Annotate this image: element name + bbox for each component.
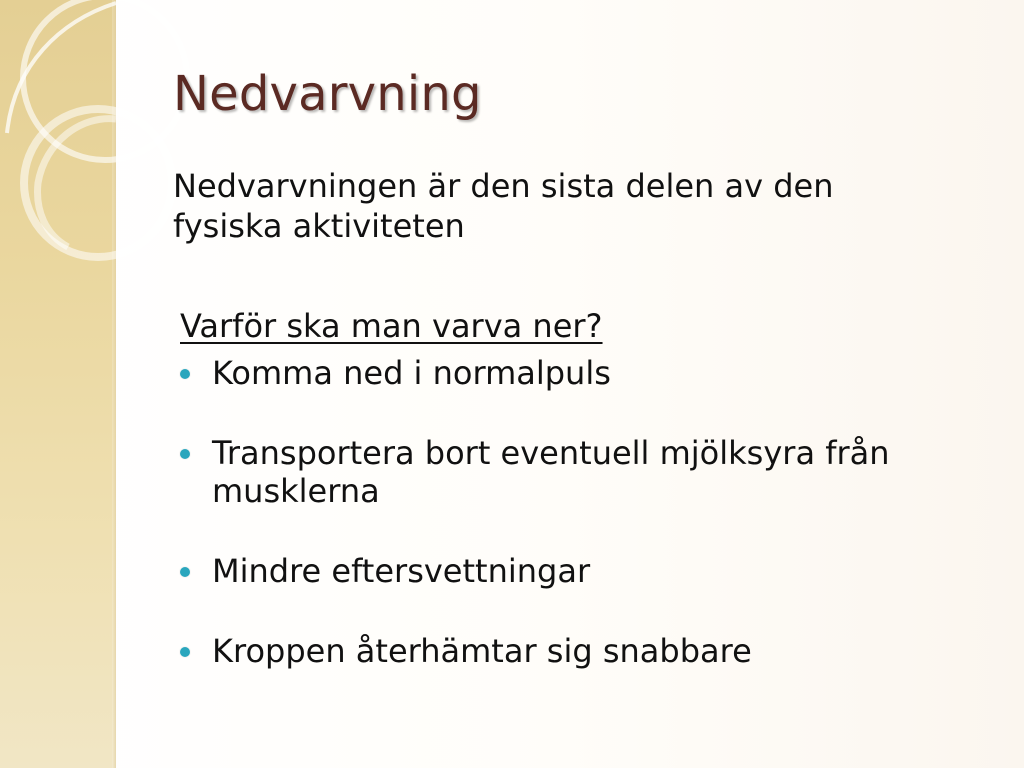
slide-title: Nedvarvning xyxy=(173,66,482,122)
bullet-list xyxy=(180,354,970,670)
bullet-icon xyxy=(180,647,190,657)
bullet-icon xyxy=(180,369,190,379)
bullet-text: Transportera bort eventuell mjölksyra från musklerna xyxy=(212,434,890,510)
bullet-text: Kroppen återhämtar sig snabbare xyxy=(212,632,752,670)
section-question: Varför ska man varva ner? xyxy=(180,307,603,345)
bullet-icon xyxy=(180,449,190,459)
bullet-text: Mindre eftersvettningar xyxy=(212,552,591,590)
bullet-icon xyxy=(180,567,190,577)
decorative-rings xyxy=(0,0,180,280)
intro-paragraph: Nedvarvningen är den sista delen av den fysiska aktiviteten xyxy=(173,167,834,245)
bullet-item xyxy=(180,632,970,670)
bullet-item xyxy=(180,434,970,510)
bullet-item xyxy=(180,354,970,392)
bullet-item xyxy=(180,552,970,590)
bullet-text: Komma ned i normalpuls xyxy=(212,354,611,392)
